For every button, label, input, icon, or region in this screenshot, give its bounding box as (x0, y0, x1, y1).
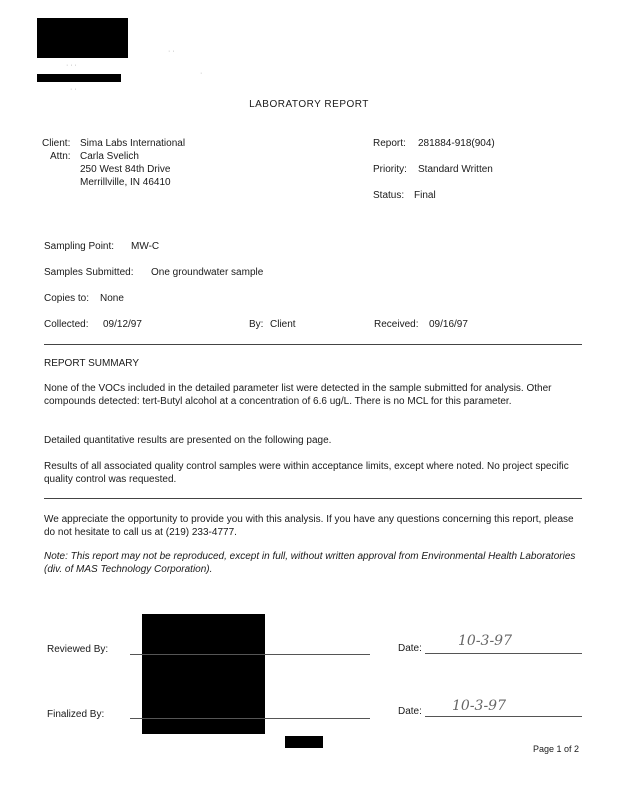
attn-label: Attn: (50, 151, 71, 162)
scan-speck: · (200, 70, 203, 77)
reviewed-date-label: Date: (398, 643, 422, 654)
redacted-letterhead-bar (37, 74, 121, 82)
sampling-point-value: MW-C (131, 241, 160, 252)
scan-speck: · · (70, 86, 77, 93)
samples-submitted-label: Samples Submitted: (44, 267, 134, 278)
status-value: Final (414, 190, 436, 201)
status-label: Status: (373, 190, 405, 201)
divider-rule (44, 344, 582, 345)
report-number-value: 281884-918(904) (418, 138, 495, 149)
finalized-date-handwritten: 10-3-97 (452, 698, 506, 714)
client-label: Client: (42, 138, 71, 149)
summary-paragraph-2: Detailed quantitative results are presented on the following page. (44, 435, 332, 446)
samples-submitted-value: One groundwater sample (151, 267, 264, 278)
collected-label: Collected: (44, 319, 89, 330)
received-label: Received: (374, 319, 419, 330)
report-title: LABORATORY REPORT (249, 99, 369, 110)
received-value: 09/16/97 (429, 319, 468, 330)
reviewed-by-label: Reviewed By: (47, 644, 109, 655)
reviewed-date-handwritten: 10-3-97 (458, 633, 512, 649)
reproduction-note: Note: This report may not be reproduced, except in full, without written approval from Environmental Health Laboratories (div. of MAS Technology Corporation). (44, 551, 576, 575)
redacted-signature-block (142, 614, 265, 734)
redacted-footer-mark (285, 736, 323, 748)
attn-name: Carla Svelich (80, 151, 139, 162)
finalized-date-line (425, 716, 582, 717)
client-address-line1: 250 West 84th Drive (80, 164, 171, 175)
redacted-letterhead-block (37, 18, 128, 58)
page-number: Page 1 of 2 (533, 744, 580, 754)
reviewed-date-line (425, 653, 582, 654)
scan-speck: · · · (66, 62, 77, 69)
by-label: By: (249, 319, 264, 330)
by-value: Client (270, 319, 296, 330)
client-name: Sima Labs International (80, 138, 186, 149)
finalized-date-label: Date: (398, 706, 422, 717)
priority-label: Priority: (373, 164, 407, 175)
closing-paragraph: We appreciate the opportunity to provide you with this analysis. If you have any questions concerning this report, please do not hesitate to call us at (219) 233-4777. (44, 514, 574, 538)
copies-label: Copies to: (44, 293, 90, 304)
client-address-line2: Merrillville, IN 46410 (80, 177, 171, 188)
summary-paragraph-3: Results of all associated quality control samples were within acceptance limits, except where noted. No project specific quality control was requested. (44, 461, 569, 485)
scan-speck: · · (168, 48, 175, 55)
summary-paragraph-1: None of the VOCs included in the detailed parameter list were detected in the sample submitted for analysis. Other compounds detected: tert-Butyl alcohol at a concentration of 6.6 ug/L. There is no MCL for this parameter. (44, 383, 552, 407)
sampling-point-label: Sampling Point: (44, 241, 115, 252)
copies-value: None (100, 293, 124, 304)
summary-heading: REPORT SUMMARY (44, 358, 140, 369)
collected-value: 09/12/97 (103, 319, 142, 330)
reviewed-signature-line (130, 654, 370, 655)
finalized-by-label: Finalized By: (47, 709, 105, 720)
finalized-signature-line (130, 718, 370, 719)
priority-value: Standard Written (418, 164, 493, 175)
report-number-label: Report: (373, 138, 406, 149)
divider-rule (44, 498, 582, 499)
